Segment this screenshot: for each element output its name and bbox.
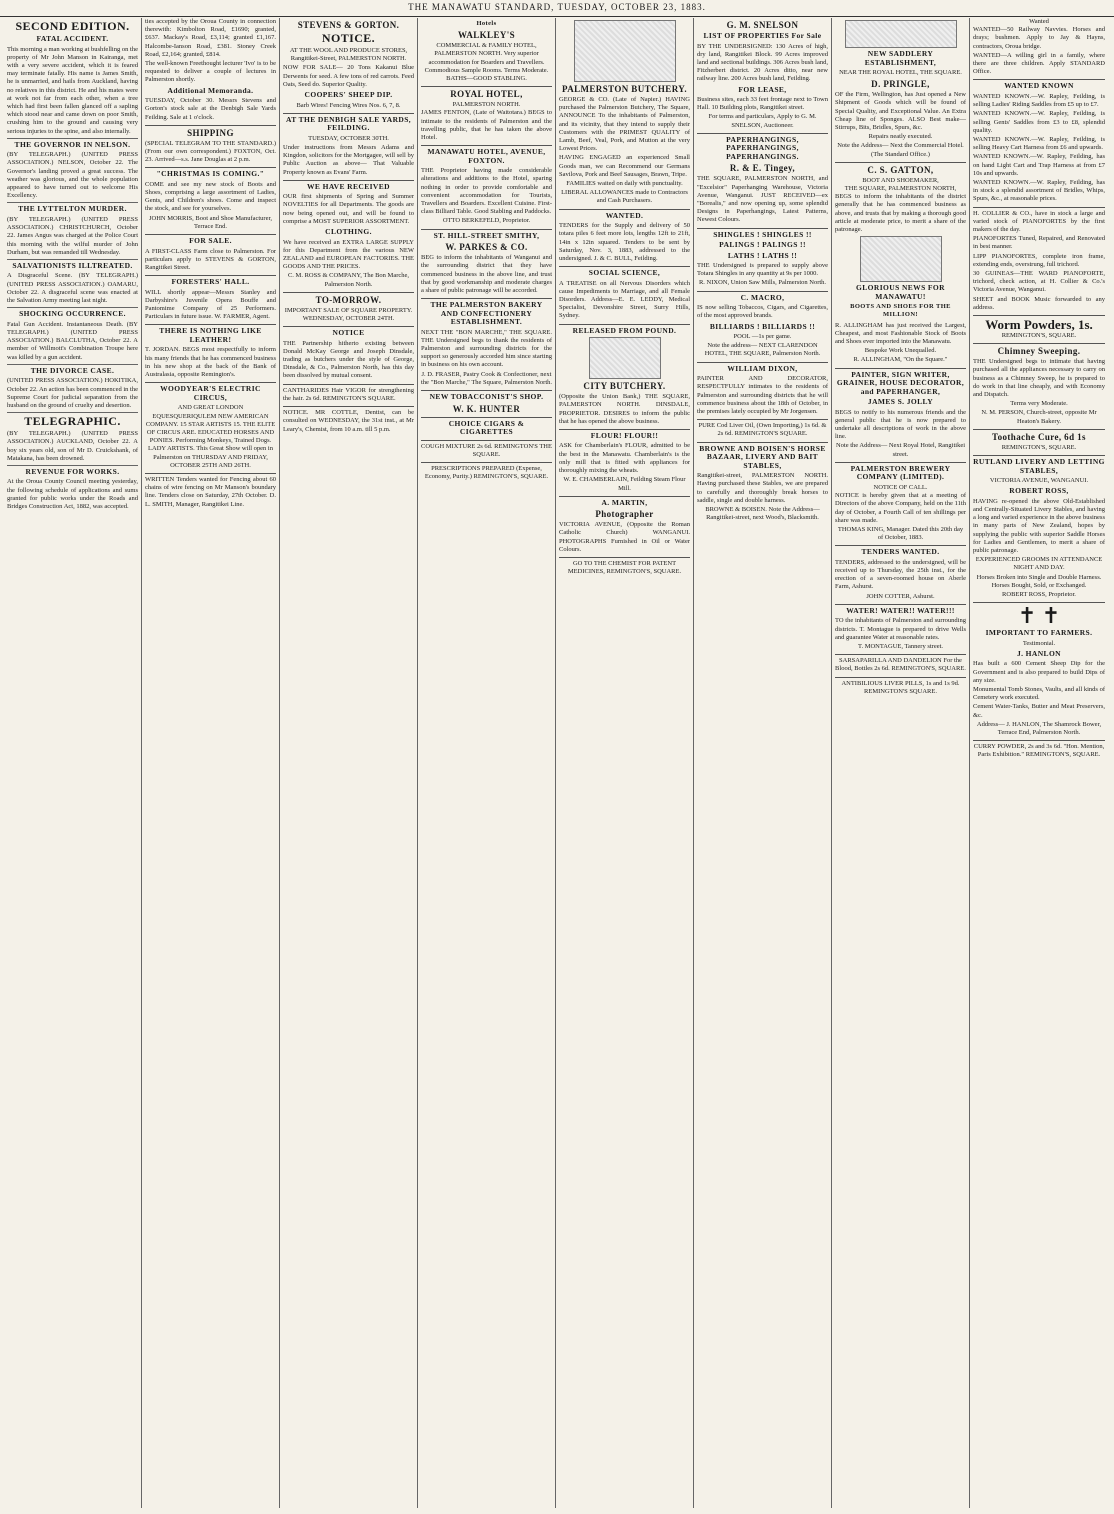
cough-ad: COUGH MIXTURE 2s 6d. REMINGTON'S THE SQUARE. xyxy=(421,440,552,459)
rapley-2: WANTED KNOWN.—W. Rapley, Feilding, is selling Gents' Saddles from £3 to £8, splendid quality. xyxy=(973,110,1105,134)
laths-heading: LATHS ! LATHS !! xyxy=(727,250,798,260)
martin-body: VICTORIA AVENUE, (Opposite the Roman Catholic Church) WANGANUI. PHOTOGRAPHS Furnished in Oil or Water Colours. xyxy=(559,521,690,553)
flour-body: ASK for Chamberlain's FLOUR, admitted to be the best in the Manawatu. Chamberlain's is the only mill that is fitted with appliances for thoroughly mixing the wheats. xyxy=(559,442,690,475)
gatton-heading: C. S. GATTON, xyxy=(835,162,966,175)
collier-ad: H. COLLIER & CO., have in stock a large and varied stock of PIANOFORTES by the first makers of the day. xyxy=(973,207,1105,235)
lyttelton-heading: THE LYTTELTON MURDER. xyxy=(18,204,127,214)
column-2 xyxy=(142,18,280,1508)
sheet-music: SHEET and BOOK Music forwarded to any address. xyxy=(973,295,1105,311)
macro-heading: C. MACRO, xyxy=(697,291,828,303)
allingham-body: R. ALLINGHAM has just received the Largest, Cheapest, and most Fashionable Stock of Boots and Shoes ever imported into the Manawatu. xyxy=(835,321,966,346)
families-line: FAMILIES waited on daily with punctuality. xyxy=(566,180,683,188)
wanted-heading: WANTED. xyxy=(559,209,690,221)
brewery-body: NOTICE is hereby given that at a meeting of Directors of the above Company, held on the 11th day of October, a Fourth Call of ten shillings per share was made. xyxy=(835,492,966,524)
saddlery-heading: NEW SADDLERY ESTABLISHMENT, xyxy=(864,49,937,67)
column-3 xyxy=(280,18,418,1508)
walkleys-heading: WALKLEY'S xyxy=(457,30,516,41)
glorious-heading: GLORIOUS NEWS FOR MANAWATU! xyxy=(856,283,945,301)
fatal-accident-body: This morning a man working at bushfelling on the property of Mr John Manson in Kairanga, met with a very severe accident, which it is feared may terminate fatally. His name is James Smith, he is unmarried, and hails from Auckland, having no relatives in this district. He and his mates were at work not far from each other, when a tree which had first been fallen glanced off a sapling which stood near and came down on poor Smith, crushing him to the ground and causing very serious injuries to the spine, and also internally. xyxy=(7,45,138,135)
pringle-heading: D. PRINGLE, xyxy=(871,79,930,90)
parkes-heading: W. PARKES & CO. xyxy=(445,242,528,253)
pound-heading: RELEASED FROM POUND. xyxy=(559,324,690,336)
shingles-heading: SHINGLES ! SHINGLES !! xyxy=(697,228,828,240)
grants-body: ties accepted by the Oroua County in connection therewith: Kimbolton Road, £1690; granted, £637. Mackay's Road, £3,114; granted £1,167. Halcombe-Ianson Road, £381. Stoney Creek Road, £2,164; granted, £814. xyxy=(145,18,276,58)
parkes-body: BEG to inform the inhabitants of Wanganui and the surrounding district that they have commenced business in the above line, and trust that by good workmanship and moderate charges a share of public patronage will be accorded. xyxy=(421,254,552,294)
partnership-body: THE Partnership hitherto existing between Donald McKay George and Joseph Dinsdale, trading as butchers under the style of George, Dinsdale, & Co., Palmerston North, has this day been dissolved by mutual consent. xyxy=(283,339,414,380)
fenton-body: JAMES FENTON, (Late of Waitotara.) BEGS to intimate to the residents of Palmerston and the travelling public, that he has taken the above Hotel. xyxy=(421,109,552,142)
pringle-body: OF the Firm, Wellington, has Just opened a New Shipment of Goods which will be found of Special Quality, and Exceptional Value. An Extra Cheap line of Sponges. ALSO Best make—Stirrups, Bits, Bridles, Spurs, &c. xyxy=(835,91,966,132)
properties-heading: LIST OF PROPERTIES For Sale xyxy=(703,31,822,40)
lease-heading: FOR LEASE, xyxy=(738,84,787,94)
boots-heading: BOOTS AND SHOES FOR THE MILLION! xyxy=(850,303,951,319)
hanlon-heading: J. HANLON xyxy=(1016,648,1062,658)
macro-body: IS now selling Tobaccos, Cigars, and Cigarettes, of the most approved brands. xyxy=(697,304,828,320)
column-4 xyxy=(418,18,556,1508)
curry-powder-ad: CURRY POWDER, 2s and 3s 6d. "Hon. Mention, Paris Exhibition." REMINGTON'S, SQUARE. xyxy=(973,740,1105,759)
notice-partnership-heading: NOTICE xyxy=(283,326,414,338)
horses-line: Horses Broken into Single and Double Harness. Horses Bought, Sold, or Exchanged. xyxy=(976,573,1102,589)
manawatu-hotel-body: THE Proprietor having made considerable alterations and additions to the Hotel, sparing nothing in order to provide comfortable and convenient accommodation for Tourists, Travellers and Boarders. Excellent Cuisine. First-class Billiard Table. Good Stabling and Paddocks. xyxy=(421,167,552,216)
ross-livery-body: HAVING re-opened the above Old-Established and Centrally-Situated Livery Stables, and having a long and varied experience in the above business in many parts of New Zealand, hopes by supplying the public with superior Saddle Horses for Ladies and Gentlemen, to merit a share of public patronage. xyxy=(973,497,1105,554)
boot-illustration xyxy=(860,236,942,282)
city-butchery-heading: CITY BUTCHERY. xyxy=(583,381,666,392)
bull-illustration xyxy=(574,20,676,82)
cigars-heading: CHOICE CIGARS & CIGARETTES xyxy=(421,417,552,437)
auction-body: Under instructions from Messrs Adams and Kingdon, solicitors for the Mortgagee, will sell by Public Auction as above— That Valuable Property known as Evans' Farm. xyxy=(283,143,414,176)
pianos-tuned: PIANOFORTES Tuned, Repaired, and Renovated in best manner. xyxy=(973,235,1105,251)
notice-heading: NOTICE. xyxy=(321,31,376,45)
dentist-notice: NOTICE. MR COTTLE, Dentist, can be consulted on WEDNESDAY, the 31st inst., at Mr Leary's, Chemist, from 10 a.m. till 5 p.m. xyxy=(283,406,414,434)
nixon-signature: R. NIXON, Union Saw Mills, Palmerston North. xyxy=(698,279,827,287)
coopers-dip-heading: COOPERS' SHEEP DIP. xyxy=(304,90,393,100)
worm-powders-sub: REMINGTON'S, SQUARE. xyxy=(1001,332,1077,339)
circus-body: AND GREAT LONDON EQUESQUERIQULEM NEW AMERICAN COMPANY. 15 STAR ARTISTS 15. THE ELITE OF CIRCUS ARE. EDUCATED HORSES AND PONIES. Performing Monkeys, Trained Dogs. LADY ARTISTS. This Great Show will open in Palmerston on THURSDAY AND FRIDAY, OCTOBER 25TH AND 26TH. xyxy=(145,404,276,469)
horse-bazaar-heading: BROWNE AND BOISEN'S HORSE BAZAAR, LIVERY AND BAIT STABLES, xyxy=(697,442,828,471)
martin-heading: A. MARTIN, xyxy=(559,496,690,508)
cross-icon: ✝ ✝ xyxy=(973,602,1105,627)
tingey-heading: R. & E. Tingey, xyxy=(729,163,796,174)
berkefeld-signature: OTTO BERKEFELD, Proprietor. xyxy=(442,217,531,225)
telegraphic-body: (BY TELEGRAPH.) (UNITED PRESS ASSOCIATION.) AUCKLAND, October 22. A boy six years old, son of Mr D. Cruickshank, of Matakana, has been drowned. xyxy=(7,430,138,462)
shipping-heading: SHIPPING xyxy=(145,125,276,138)
smithy-heading: ST. HILL-STREET SMITHY, xyxy=(421,229,552,241)
cement-line: Cement Water-Tanks, Butter and Meat Preservers, &c. xyxy=(973,703,1105,719)
divider xyxy=(7,307,138,308)
wanted-body: TENDERS for the Supply and delivery of 50 totara piles 6 feet more lots, lengths 12ft to 21ft, 14in x 12in squared. Tenders to be sent by Saturday, Nov. 3, 1883, addressed to the undersigned. J. & C. BULL, Feilding. xyxy=(559,222,690,262)
pool-line: POOL —1s per game. xyxy=(733,333,792,341)
foresters-heading: FORESTERS' HALL. xyxy=(145,275,276,287)
for-sale-body: A FIRST-CLASS Farm close to Palmerston. For particulars apply to STEVENS & GORTON, Rangitikei Street. xyxy=(145,247,276,271)
cantharides-ad: CANTHARIDES Hair VIGOR for strengthening the hair. 2s 6d. REMINGTON'S SQUARE. xyxy=(283,384,414,403)
grooms-line: EXPERIENCED GROOMS IN ATTENDANCE NIGHT AND DAY. xyxy=(975,556,1103,572)
memoranda-heading: Additional Memoranda. xyxy=(167,85,254,95)
repairs-line: Repairs neatly executed. xyxy=(868,133,933,141)
tenders-body: TENDERS, addressed to the undersigned, will be received up to Thursday, the 25th inst., for the erection of a seven-roomed house on Aberle Farm, Ashurst. xyxy=(835,558,966,591)
denbigh-heading: AT THE DENBIGH SALE YARDS, FEILDING. xyxy=(283,113,414,133)
snelson-heading: G. M. SNELSON xyxy=(726,20,799,30)
divider xyxy=(7,202,138,203)
hanlon-body: Has built a 600 Cement Sheep Dip for the Government and is also prepared to build Dips of any size. xyxy=(973,660,1105,684)
rapley-4: WANTED KNOWN.—W. Rapley, Feilding, has on hand Light Cart and Trap Harness at from £7 10s and upwards. xyxy=(973,153,1105,177)
tobacconist-heading: NEW TOBACCONIST'S SHOP. xyxy=(421,390,552,402)
clothing-heading: CLOTHING. xyxy=(325,227,372,237)
fraser-signature: J. D. FRASER, Pastry Cook & Confectioner, next the "Bon Marche," The Square, Palmerston North. xyxy=(421,370,553,386)
wool-stores: AT THE WOOL AND PRODUCE STORES, Rangitikei-Street, PALMERSTON NORTH. xyxy=(289,47,408,63)
telegraphic-heading: TELEGRAPHIC. xyxy=(24,414,121,429)
flour-heading: FLOUR! FLOUR!! xyxy=(559,429,690,441)
column-1 xyxy=(4,18,142,1508)
gatton-sub: BOOT AND SHOEMAKER, xyxy=(862,176,939,184)
rutland-heading: RUTLAND LIVERY AND LETTING STABLES, xyxy=(973,457,1105,475)
paperhangings-heading: PAPERHANGINGS, PAPERHANGINGS, PAPERHANGINGS. xyxy=(697,133,828,162)
important-sale: IMPORTANT SALE OF SQUARE PROPERTY. WEDNESDAY, OCTOBER 24TH. xyxy=(284,306,413,322)
water-heading: WATER! WATER!! WATER!!! xyxy=(835,604,966,616)
lipp-pianos: LIPP PIANOFORTES, complete iron frame, extending ends, overstrung, full trichord. xyxy=(973,252,1105,268)
small-goods-body: HAVING ENGAGED an experienced Small Goods man, we can Recommend our Germans Savilova, Pork and Beef Sausages, Brawn, Tripe. xyxy=(559,154,690,178)
lease-body: Business sites, each 33 feet frontage next to Town Hall. 10 Building plots, Rangitikei street. xyxy=(697,96,828,112)
liver-pills-ad: ANTIBILIOUS LIVER PILLS, 1s and 1s 9d. REMINGTON'S SQUARE. xyxy=(835,677,966,696)
shocking-body: Fatal Gun Accident. Instantaneous Death. (BY TELEGRAPH.) (UNITED PRESS ASSOCIATION.) BALCLUTHA, October 22. A member of Willmott's Combination Troupe here was killed by a gun accident. xyxy=(7,320,138,361)
divorce-body: (UNITED PRESS ASSOCIATION.) HOKITIKA, October 22. An action has been commenced in the Supreme Court for judicial separation from the husband on the ground of cruelty and desertion. xyxy=(7,377,138,409)
chimney-heading: Chimney Sweeping. xyxy=(973,343,1105,356)
column-8 xyxy=(970,18,1108,1508)
laths-body: THE Undersigned is prepared to supply above Totara Shingles in any quantity at 9s per 1000. xyxy=(697,262,828,278)
social-science-body: A TREATISE on all Nervous Disorders which cause Impediments to Marriage, and all Female Disorders. Address—E. E. LEDDY, Medical Specialist, Devonshire Street, Surry Hills, Sydney. xyxy=(559,279,690,320)
palings-heading: PALINGS ! PALINGS !! xyxy=(719,240,806,250)
testimonial-label: Testimonial. xyxy=(1022,639,1056,647)
gatton-address: THE SQUARE, PALMERSTON NORTH, xyxy=(844,185,957,193)
leather-heading: THERE IS NOTHING LIKE LEATHER! xyxy=(145,324,276,344)
rutland-sub: VICTORIA AVENUE, WANGANUI. xyxy=(989,477,1089,485)
revenue-body: At the Oroua County Council meeting yesterday, the following schedule of applications and sums granted for public works under the Roads and Bridges Construction Act, 1882, was accepted. xyxy=(7,478,138,511)
sheep-illustration xyxy=(589,337,661,379)
photographer-heading: Photographer xyxy=(595,509,654,520)
tomorrow-heading: TO-MORROW. xyxy=(283,292,414,305)
water-body: TO the inhabitants of Palmerston and surrounding districts. T. Montague is prepared to drive Wells and guarantee Water at reasonable rates. xyxy=(835,617,966,641)
hanlon-address: Address— J. HANLON, The Shamrock Bower, Terrace End, Palmerston North. xyxy=(976,720,1102,736)
allowances-line: LIBERAL ALLOWANCES made to Contractors and Cash Purchasers. xyxy=(561,189,688,205)
ross-signature: C. M. ROSS & COMPANY, The Bon Marche, Palmerston North. xyxy=(287,272,410,288)
divorce-heading: THE DIVORCE CASE. xyxy=(30,365,115,375)
sale-date: TUESDAY, OCTOBER 30TH. xyxy=(308,134,389,142)
wanted-known-heading: WANTED KNOWN xyxy=(973,79,1105,91)
painter-heading: PAINTER, SIGN WRITER, GRAINER, HOUSE DECORATOR, and PAPERHANGER, xyxy=(836,369,965,396)
fatal-accident-heading: FATAL ACCIDENT. xyxy=(36,34,109,43)
stevens-gorton-heading: STEVENS & GORTON. xyxy=(297,20,400,30)
prescriptions-ad: PRESCRIPTIONS PREPARED (Expense, Economy, Purity.) REMINGTON'S, SQUARE. xyxy=(421,462,552,481)
saddlery-sub: NEAR THE ROYAL HOTEL, THE SQUARE. xyxy=(839,69,962,76)
allingham-signature: R. ALLINGHAM, "On the Square." xyxy=(853,356,948,364)
royal-hotel-heading: ROYAL HOTEL, xyxy=(421,86,552,99)
barb-wire: Barb Wires! Fencing Wires Nos. 6, 7, 8. xyxy=(296,101,401,109)
masthead: THE MANAWATU STANDARD, TUESDAY, OCTOBER 23, 1883. xyxy=(0,0,1114,17)
jolly-address: Note the Address— Next Royal Hotel, Rangitikei street. xyxy=(835,442,966,458)
city-butchery-body: (Opposite the Union Bank,) THE SQUARE, PALMERSTON NORTH. DINSDALE, PROPRIETOR. DESIRES to inform the public that he has opened the above business. xyxy=(559,393,690,425)
patent-medicines-ad: GO TO THE CHEMIST FOR PATENT MEDICINES, REMINGTON'S, SQUARE. xyxy=(559,557,690,576)
montague-signature: T. MONTAGUE, Tannery street. xyxy=(857,642,944,650)
wanted-label: Wanted xyxy=(1029,18,1049,25)
ross-livery-signature: ROBERT ROSS, Proprietor. xyxy=(1002,590,1076,598)
wanted-girl: WANTED—A willing girl in a family, where there are three children. Apply STANDARD Office. xyxy=(973,51,1105,76)
foresters-body: WILL shortly appear—Messrs Stanley and Darbyshire's Juvenile Opera Bouffe and Pantomime Company of 25 Performers. Particulars in future issue. W. FARMER, Agent. xyxy=(145,288,276,321)
fencing-tender-body: WRITTEN Tenders wanted for Fencing about 60 chains of wire fencing on Mr Manson's boundary line. Tenders close on Saturday, 27th October. D. L. SMITH, Manager, Rangitikei Line. xyxy=(145,473,276,509)
call-notice: NOTICE OF CALL. xyxy=(873,483,928,491)
for-sale-heading: FOR SALE. xyxy=(145,234,276,246)
horse-bazaar-body: Rangitikei-street, PALMERSTON NORTH. Having purchased these Stables, we are prepared to carefully and thoroughly break horses to saddle, single and double harness. xyxy=(697,472,828,504)
lecturer-body: The well-known Freethought lecturer 'Ivo' is to be requested to deliver a couple of lectures in Palmerston shortly. xyxy=(145,60,276,84)
george-body: GEORGE & CO. (Late of Napier.) HAVING purchased the Palmerston Butchery, The Square, ANNOUNCE To the inhabitants of Palmerston, and its vicinity, that they intend to supply their Customers with the PRIMEST QUALITY of Lamb, Beef, Veal, Pork, and Mutton at the very Lowest Prices. xyxy=(559,96,690,153)
dixon-body: PAINTER AND DECORATOR, RESPECTFULLY intimates to the residents of Palmerston and surrounding districts that he will commence business about the 18th of October, in the premises lately occupied by Mr Jorgensen. xyxy=(697,375,828,415)
guineas-ad: 30 GUINEAS—THE WARD PIANOFORTE, trichord, check action, at H. Collier & Co.'s Victoria Avenue, Wanganui. xyxy=(973,269,1105,294)
received-heading: WE HAVE RECEIVED xyxy=(283,180,414,192)
dixon-heading: WILLIAM DIXON, xyxy=(697,362,828,374)
royal-hotel-sub: PALMERSTON NORTH. xyxy=(452,101,521,109)
christmas-body: COME and see my new stock of Boots and Shoes, comprising a large assortment of Ladies, Gents, and Children's shoes. Come and inspect the stock, and see for yourselves. xyxy=(145,180,276,213)
now-for-sale-body: NOW FOR SALE— 20 Tons Kakanui Blue Derwents for seed. A few tons of red carrots. Feed Oats, Seed do. Superior Quality. xyxy=(283,64,414,88)
circus-heading: WOODYEAR'S ELECTRIC CIRCUS, xyxy=(145,382,276,402)
divider xyxy=(7,412,138,413)
bespoke-line: Bespoke Work Unequalled. xyxy=(864,347,937,355)
tenders-heading: TENDERS WANTED. xyxy=(835,545,966,557)
wanted-navvies: WANTED—50 Railway Navvies. Horses and drays; bushmen. Apply to Jay & Hayns, contractors, Oroua bridge. xyxy=(973,26,1105,50)
jordan-body: T. JORDAN. BEGS most respectfully to inform his many friends that he has commenced business in his new shop at the back of the Bank of Australasia, opposite Remington's. xyxy=(145,346,276,379)
king-signature: THOMAS KING, Manager. Dated this 20th day of October, 1883. xyxy=(837,525,964,542)
rapley-5: WANTED KNOWN.—W. Rapley, Feilding, has in stock a splendid assortment of Bridles, Whips, Spurs, &c., at reasonable prices. xyxy=(973,178,1105,203)
bakery-body: NEXT THE "BON MARCHE," THE SQUARE. THE Undersigned begs to thank the residents of Palmerston and surrounding districts for the support so generously accorded him since starting in business on his own account. xyxy=(421,328,552,369)
tingey-body: THE SQUARE, PALMERSTON NORTH, and "Excelsior" Paperhanging Warehouse, Victoria Avenue, Wanganui. JUST RECEIVED—ex "Borealis," and now opening up, some splendid Designs in Paperhangings, Latest Patterns, Newest Colours. xyxy=(697,175,828,224)
saddlery-illustration xyxy=(845,20,957,48)
governor-body: (BY TELEGRAPH.) (UNITED PRESS ASSOCIATION.) NELSON, October 22. The Governor's landing proved a great success. The weather was glorious, and the whole population appeared to have turned out to welcome His Excellency. xyxy=(7,151,138,200)
christmas-heading: "CHRISTMAS IS COMING." xyxy=(145,167,276,179)
clothing-body: We have received an EXTRA LARGE SUPPLY for this Department from the various NEW ZEALAND and EUROPEAN FACTORIES. THE GOODS AND THE PRICES. xyxy=(283,238,414,271)
shocking-heading: SHOCKING OCCURRENCE. xyxy=(19,309,126,319)
newspaper-columns xyxy=(4,18,1110,1508)
gatton-body: BEGS to inform the inhabitants of the district generally that he has commenced business as above, and trusts that by making a thorough good article at moderate price, to merit a share of the patronage. xyxy=(835,193,966,234)
toothache-heading: Toothache Cure, 6d 1s xyxy=(973,429,1105,442)
farmers-heading: IMPORTANT TO FARMERS. xyxy=(985,628,1093,638)
salvationists-heading: SALVATIONISTS ILLTREATED. xyxy=(12,260,133,270)
walkleys-body: COMMERCIAL & FAMILY HOTEL, PALMERSTON NORTH. Very superior accommodation for Boarders and Travellers. Commodious Sample Rooms. Terms Moderate. BATHS—GOOD STABLING. xyxy=(424,42,549,83)
rapley-3: WANTED KNOWN.—W. Rapley, Feilding, is selling Heavy Cart Harness from £6 and upwards. xyxy=(973,135,1105,152)
revenue-heading: REVENUE FOR WORKS. xyxy=(25,466,120,476)
edition-heading: SECOND EDITION. xyxy=(15,19,130,33)
memoranda-body: TUESDAY, October 30. Messrs Stevens and Gorton's stock sale at the Denbigh Sale Yards Feilding. Sale at 1 o'clock. xyxy=(145,97,276,121)
bakery-heading: THE PALMERSTON BAKERY AND CONFECTIONERY ESTABLISHMENT. xyxy=(421,298,552,327)
social-science-heading: SOCIAL SCIENCE, xyxy=(559,266,690,278)
toothache-sub: REMINGTON'S, SQUARE. xyxy=(1001,443,1077,451)
column-7 xyxy=(832,18,970,1508)
cod-liver-ad: PURE Cod Liver Oil, (Own Importing,) 1s 6d. & 2s 6d. REMINGTON'S SQUARE. xyxy=(697,419,828,438)
rapley-1: WANTED KNOWN.—W. Rapley, Feilding, is selling Ladies' Riding Saddles from £5 up to £7. xyxy=(973,92,1105,109)
jolly-body: BEGS to notify to his numerous friends and the general public that he is now prepared to undertake all descriptions of work in the above line. xyxy=(835,408,966,441)
terms-line: Terms very Moderate. xyxy=(1010,400,1068,408)
morris-signature: JOHN MORRIS, Boot and Shoe Manufacturer, Terrace End. xyxy=(148,214,273,230)
monumental-line: Monumental Tomb Stones, Vaults, and all kinds of Cemetery work executed. xyxy=(973,685,1105,702)
divider xyxy=(7,364,138,365)
chimney-body: THE Undersigned begs to intimate that having purchased all the appliances necessary to carry on business as a Chimney Sweep, he is prepared to do work in that line cheaply, and with Economy and Dispatch. xyxy=(973,358,1105,399)
boisen-signature: BROWNE & BOISEN. Note the Address—Rangitikei-street, next Wood's, Blacksmith. xyxy=(705,505,820,522)
billiards-heading: BILLIARDS ! BILLIARDS !! xyxy=(709,321,816,331)
brewery-heading: PALMERSTON BREWERY COMPANY (LIMITED). xyxy=(835,462,966,482)
column-6 xyxy=(694,18,832,1508)
manawatu-hotel-heading: MANAWATU HOTEL, AVENUE, FOXTON. xyxy=(421,145,552,165)
butchery-heading: PALMERSTON BUTCHERY. xyxy=(561,84,688,94)
salvationists-body: A Disgraceful Scene. (BY TELEGRAPH.) (UNITED PRESS ASSOCIATION.) OAMARU, October 22. A disgraceful scene was enacted at the Salvation Army meeting last night. xyxy=(7,272,138,305)
clarendon-address: Note the address— NEXT CLARENDON HOTEL, THE SQUARE, Palmerston North. xyxy=(704,342,821,358)
governor-heading: THE GOVERNOR IN NELSON. xyxy=(14,139,131,149)
hotels-label: Hotels xyxy=(476,20,497,27)
divider xyxy=(7,138,138,139)
properties-body: BY THE UNDERSIGNED: 130 Acres of high, dry land, Rangitikei Block. 99 Acres improved land and sectional buildings. 306 Acres bush land, Fitzherbert district. 20 Acres ditto, near new railway line. 200 Acres bush land, Feilding. xyxy=(697,42,828,83)
ross-livery-heading: ROBERT ROSS, xyxy=(1009,486,1069,496)
divider xyxy=(7,465,138,466)
lyttelton-body: (BY TELEGRAPH.) (UNITED PRESS ASSOCIATION.) CHRISTCHURCH, October 22. James Angus was charged at the Police Court this morning with the wilful murder of John Durham, but was remanded till Wednesday. xyxy=(7,215,138,256)
shipping-body: (SPECIAL TELEGRAM TO THE STANDARD.) (From our own correspondent.) FOXTON, Oct. 23. Arrived—s.s. Jane Douglas at 2 p.m. xyxy=(145,139,276,164)
person-signature: N. M. PERSON, Church-street, opposite Mr Heaton's Bakery. xyxy=(981,409,1097,425)
column-5 xyxy=(556,18,694,1508)
received-body: OUR first shipments of Spring and Summer NOVELTIES for all Departments. The goods are now being opened out, and will be found to comprise a MOST SUPERIOR ASSORTMENT. xyxy=(283,193,414,225)
worm-powders-heading: Worm Powders, 1s. xyxy=(973,315,1105,332)
sarsaparilla-ad: SARSAPARILLA AND DANDELION For the Blood, Bottles 2s 6d. REMINGTON'S, SQUARE. xyxy=(835,654,966,673)
divider xyxy=(7,259,138,260)
chamberlain-signature: W. E. CHAMBERLAIN, Feilding Steam Flour Mill. xyxy=(563,476,686,492)
snelson-signature: For terms and particulars, Apply to G. M. SNELSON, Auctioneer. xyxy=(708,113,817,129)
pringle-address: Note the Address— Next the Commercial Hotel. (The Standard Office.) xyxy=(837,142,964,158)
jolly-heading: JAMES S. JOLLY xyxy=(867,397,934,407)
hunter-heading: W. K. HUNTER xyxy=(452,403,521,414)
cotter-signature: JOHN COTTER, Ashurst. xyxy=(866,592,935,600)
